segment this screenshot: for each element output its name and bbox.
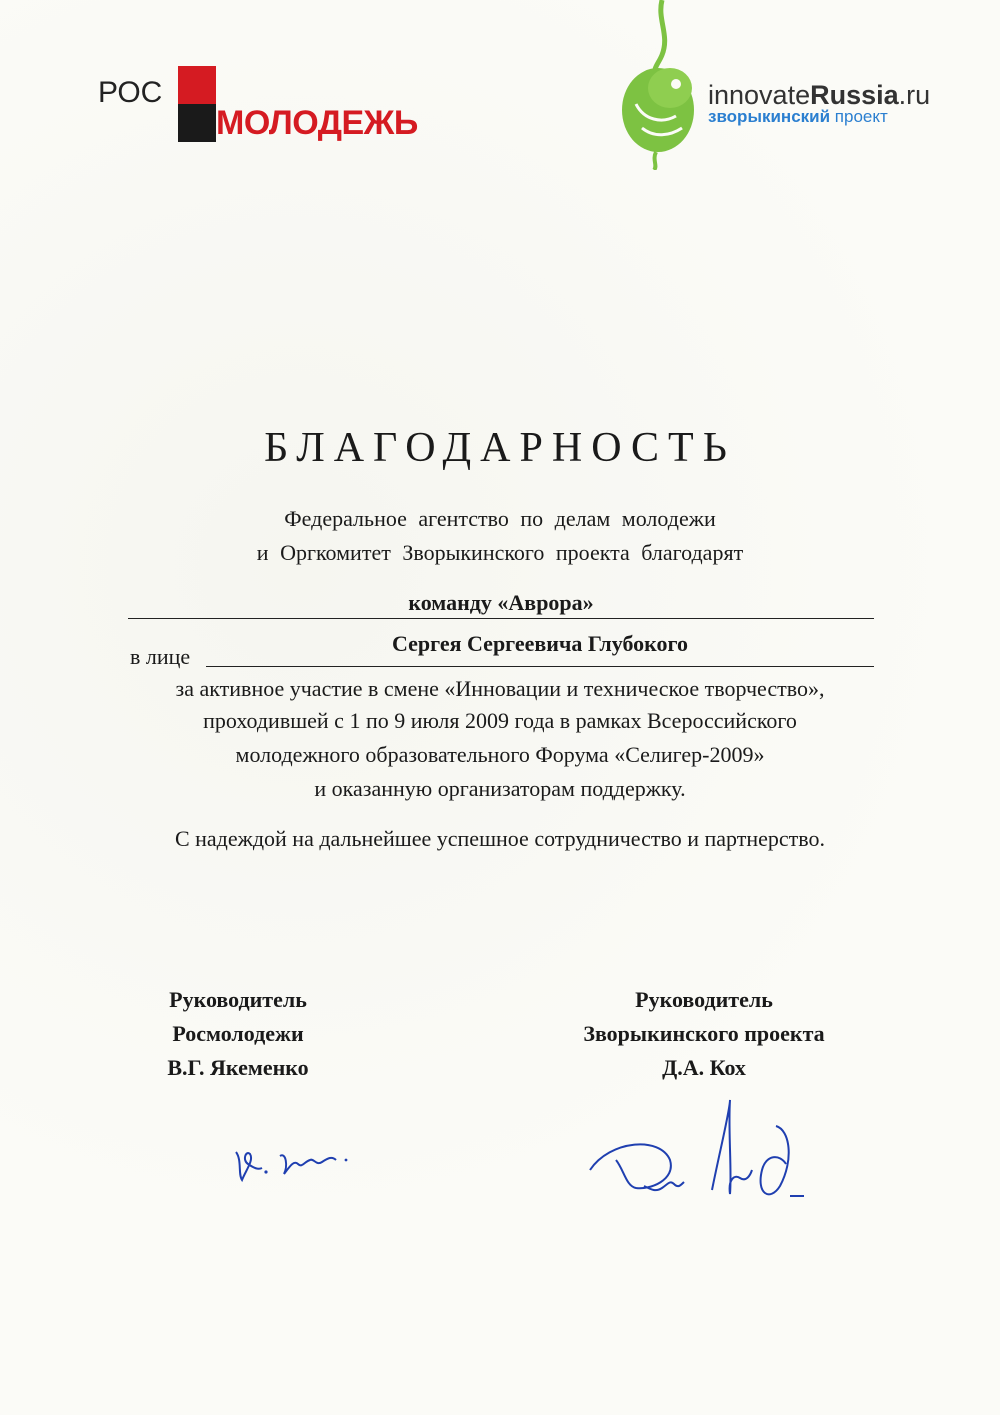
logo-black-square: [178, 104, 216, 142]
innovate-russia-logo: [612, 0, 972, 170]
proekt-word: проект: [834, 107, 888, 126]
in-person-label: в лице: [130, 644, 191, 669]
signatory-right: [524, 983, 884, 1085]
body-line-2: проходившей с 1 по 9 июля 2009 года в рамках Всероссийского: [203, 708, 797, 733]
signatory-left: [58, 983, 418, 1085]
innovate-russia-subtitle: [708, 107, 888, 127]
signatory-left-org: Росмолодежи: [172, 1021, 304, 1046]
certificate-title: БЛАГОДАРНОСТЬ: [264, 425, 736, 471]
body-line-4: и оказанную организаторам поддержку.: [314, 776, 686, 801]
intro-line-1: Федеральное агентство по делам молодежи: [284, 506, 716, 531]
logo-ros-text: РОС: [98, 76, 163, 109]
rosmolodezh-logo: [98, 66, 458, 146]
in-person-row: [130, 630, 874, 670]
logo-red-square: [178, 66, 216, 104]
signatory-right-role: Руководитель: [635, 987, 773, 1012]
signatory-right-name: Д.А. Кох: [662, 1055, 746, 1080]
innovate-word: innovate: [708, 80, 811, 110]
signatory-left-name: В.Г. Якеменко: [167, 1055, 309, 1080]
signature-left: [228, 1130, 368, 1190]
russia-word: Russia: [810, 80, 899, 110]
logo-molodezh-text: МОЛОДЕЖЬ: [216, 104, 418, 142]
signatory-left-role: Руководитель: [169, 987, 307, 1012]
ru-suffix: .ru: [898, 80, 931, 110]
zvorykin-word: зворыкинский: [708, 107, 831, 126]
signature-right: [580, 1090, 830, 1230]
signatory-right-org: Зворыкинского проекта: [583, 1021, 825, 1046]
green-embryo-icon: [612, 0, 712, 170]
team-name: команду «Аврора»: [128, 590, 874, 619]
body-line-1: за активное участие в смене «Инновации и техническое творчество»,: [175, 676, 825, 701]
closing-line: С надеждой на дальнейшее успешное сотрудничество и партнерство.: [174, 826, 826, 851]
body-line-3: молодежного образовательного Форума «Селигер-2009»: [235, 742, 765, 767]
intro-line-2: и Оргкомитет Зворыкинского проекта благодарят: [256, 540, 744, 565]
person-name: Сергея Сергеевича Глубокого: [206, 630, 874, 667]
